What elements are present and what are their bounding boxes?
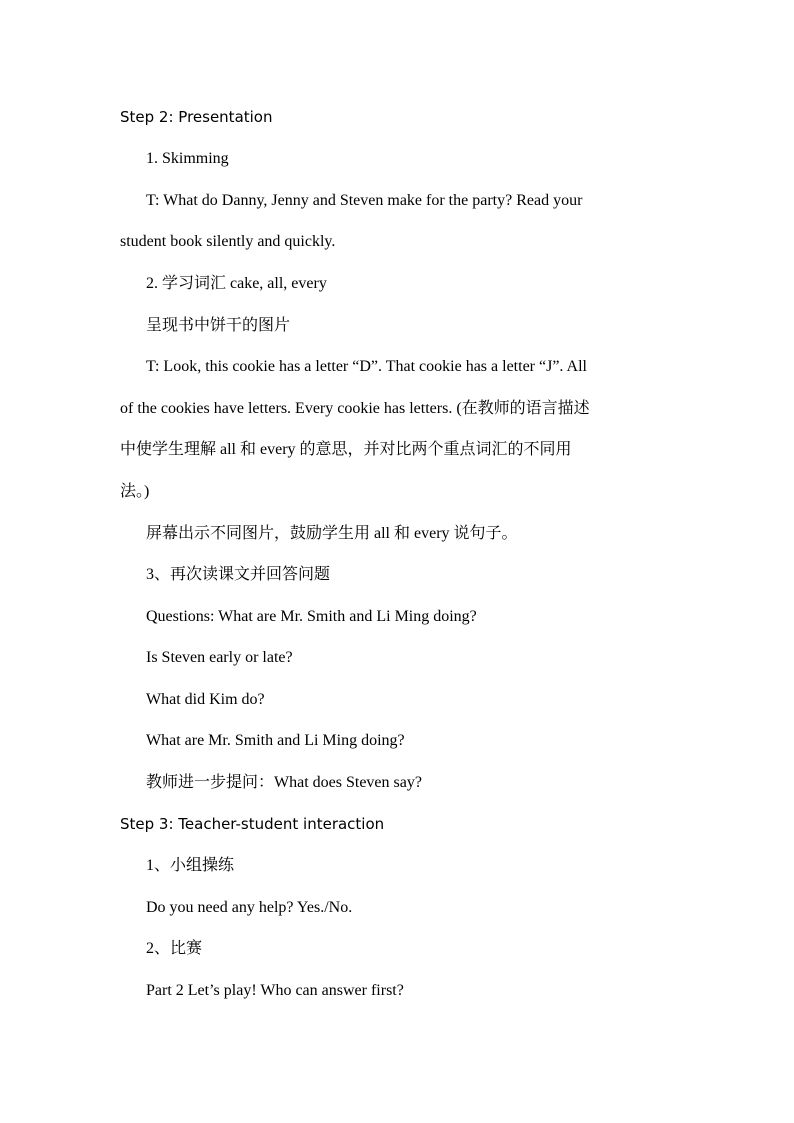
- question-2: Is Steven early or late?: [146, 649, 293, 666]
- step3-heading: Step 3: Teacher-student interaction: [120, 815, 385, 833]
- look-paragraph-line-4: 法。): [120, 483, 150, 500]
- question-4: What are Mr. Smith and Li Ming doing?: [146, 732, 405, 749]
- question-5: 教师进一步提问：What does Steven say?: [146, 774, 422, 791]
- group-practice-line: Do you need any help? Yes./No.: [146, 899, 353, 916]
- step2-heading: Step 2: Presentation: [120, 108, 273, 126]
- question-3: What did Kim do?: [146, 691, 265, 708]
- look-paragraph-line-3: 中使学生理解 all 和 every 的意思，并对比两个重点词汇的不同用: [120, 441, 572, 458]
- screen-pictures-line: 屏幕出示不同图片，鼓励学生用 all 和 every 说句子。: [146, 525, 518, 542]
- skimming-question-line-1: T: What do Danny, Jenny and Steven make for the party? Read your: [146, 192, 583, 209]
- skimming-title: 1. Skimming: [146, 150, 229, 167]
- contest-line: Part 2 Let’s play! Who can answer first?: [146, 982, 404, 999]
- show-picture-line: 呈现书中饼干的图片: [146, 317, 291, 334]
- reread-title: 3、再次读课文并回答问题: [146, 566, 331, 583]
- look-paragraph-line-2: of the cookies have letters. Every cookie has letters. (在教师的语言描述: [120, 400, 590, 417]
- group-practice-title: 1、小组操练: [146, 857, 235, 874]
- contest-title: 2、比赛: [146, 940, 203, 957]
- question-1: Questions: What are Mr. Smith and Li Ming doing?: [146, 608, 477, 625]
- vocabulary-title: 2. 学习词汇 cake, all, every: [146, 275, 327, 292]
- skimming-question-line-2: student book silently and quickly.: [120, 233, 336, 250]
- look-paragraph-line-1: T: Look, this cookie has a letter “D”. That cookie has a letter “J”. All: [146, 358, 587, 375]
